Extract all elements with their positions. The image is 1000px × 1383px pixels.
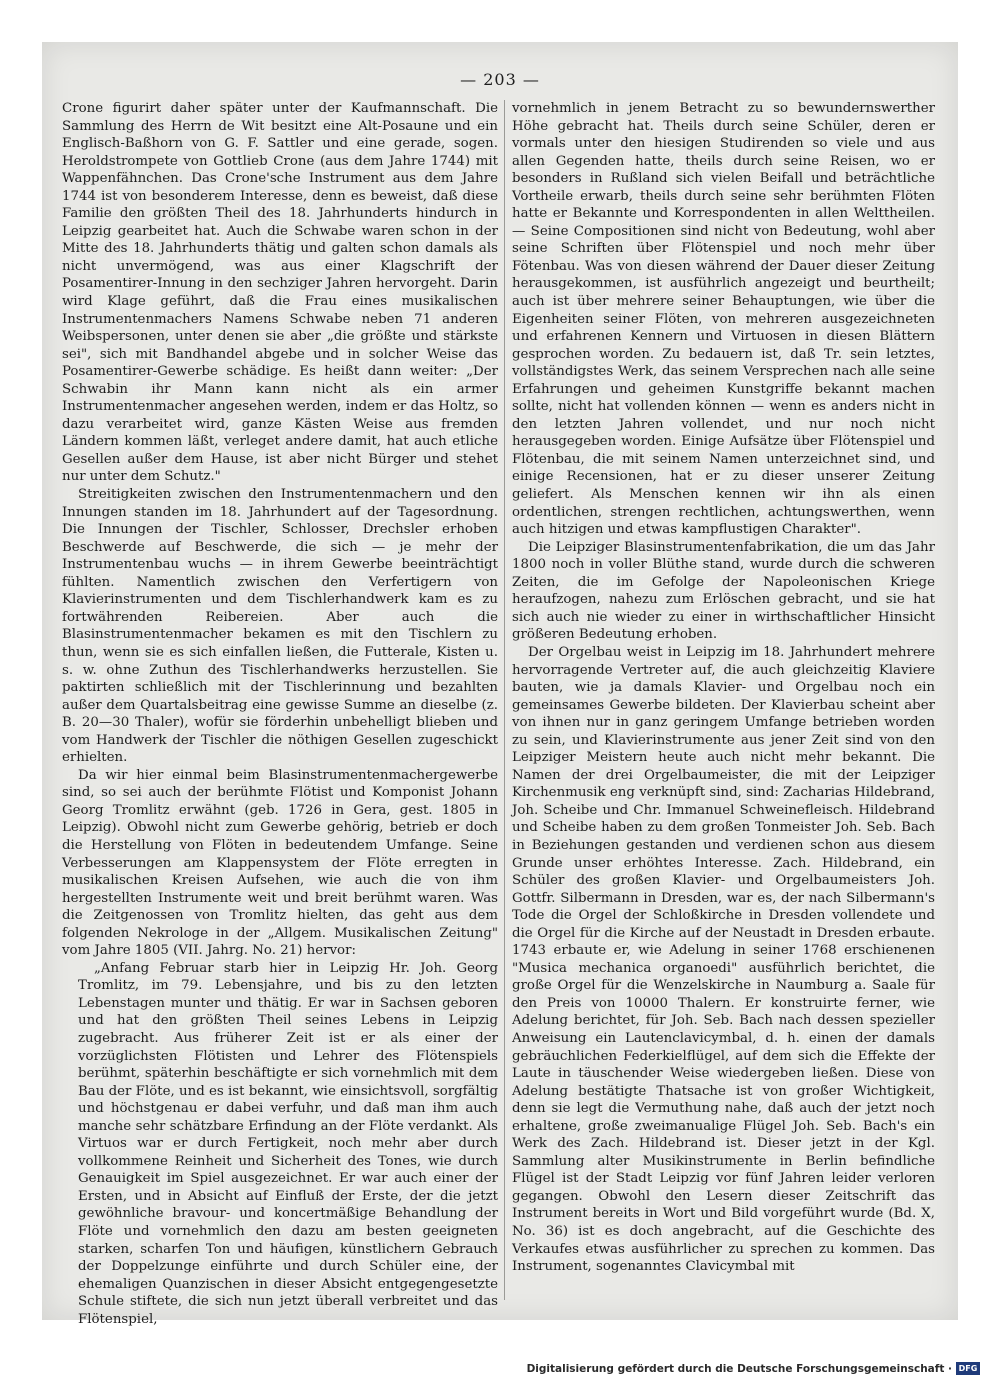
paragraph: Da wir hier einmal beim Blasinstrumentenmachergewerbe sind, so sei auch der berühmte Flötist und Komponist Johann Georg Tromlitz erwähnt (geb. 1726 in Gera, gest. 1805 in Leipzig). Obwohl nicht zum Gewerbe gehörig, betrieb er doch die Herstellung von Flöten in bedeutendem Umfange. Seine Verbesserungen am Klappensystem der Flöte erregten in musikalischen Kreisen Aufsehen, wie auch die von ihm hergestellten Instrumente weit und breit berühmt waren. Was die Zeitgenossen von Tromlitz hielten, das geht aus dem folgenden Nekrologe in der „Allgem. Musikalischen Zeitung" vom Jahre 1805 (VII. Jahrg. No. 21) hervor: [62, 767, 498, 959]
quote-paragraph: „Anfang Februar starb hier in Leipzig Hr. Joh. Georg Tromlitz, im 79. Lebensjahre, und bis zu den letzten Lebenstagen munter und thätig. Er war in Sachsen geboren und hat den größten Theil seines Lebens in Leipzig zugebracht. Aus früherer Zeit ist er als einer der vorzüglichsten Flötisten und Lehrer des Flötenspiels berühmt, späterhin beschäftigte er sich vornehmlich mit dem Bau der Flöte, und es ist bekannt, wie einsichtsvoll, sorgfältig und höchstgenau er dabei verfuhr, und daß man ihm auch manche sehr schätzbare Erfindung an der Flöte verdankt. Als Virtuos war er durch Fertigkeit, noch mehr aber durch vollkommene Reinheit und Sicherheit des Tones, wie durch Genauigkeit im Spiel ausgezeichnet. Er war auch einer der Ersten, und in Absicht auf Einfluß der Erste, der die jetzt gewöhnliche bravour- und koncertmäßige Behandlung der Flöte und vornehmlich den dazu am besten geeigneten starken, scharfen Ton und häufigen, künstlichern Gebrauch der Doppelzunge einführte und durch Schüler eine, der ehemaligen Quanzischen in dieser Absicht entgegengesetzte Schule stiftete, die sich nun jetzt überall verbreitet und das Flötenspiel, [78, 960, 498, 1327]
page-number: — 203 — [460, 70, 540, 89]
credit-text: Digitalisierung gefördert durch die Deutsche Forschungsgemeinschaft · [526, 1362, 952, 1375]
column-divider [504, 100, 505, 1300]
paragraph: Die Leipziger Blasinstrumentenfabrikation, die um das Jahr 1800 noch in voller Blüthe stand, wurde durch die schweren Zeiten, die im Gefolge der Napoleonischen Kriege heraufzogen, nahezu zum Erlöschen gebracht, und sie hat sich auch nie wieder zu einer in wirthschaftlicher Hinsicht größeren Bedeutung erhoben. [512, 539, 935, 643]
paragraph: Der Orgelbau weist in Leipzig im 18. Jahrhundert mehrere hervorragende Vertreter auf, die auch gleichzeitig Klaviere bauten, wie ja damals Klavier- und Orgelbau noch ein gemeinsames Gewerbe bildeten. Der Klavierbau scheint aber von ihnen nur in ganz geringem Umfange betrieben worden zu sein, und Klavierinstrumente aus jener Zeit sind von den Leipziger Meistern heute auch nicht mehr bekannt. Die Namen der drei Orgelbaumeister, die mit der Leipziger Kirchenmusik eng verknüpft sind, sind: Zacharias Hildebrand, Joh. Scheibe und Chr. Immanuel Schweinefleisch. Hildebrand und Scheibe haben zu dem großen Tonmeister Joh. Seb. Bach in Beziehungen gestanden und verdienen schon aus diesem Grunde unser erhöhtes Interesse. Zach. Hildebrand, ein Schüler des großen Klavier- und Orgelbaumeisters Joh. Gottfr. Silbermann in Dresden, war es, der nach Silbermann's Tode die Orgel der Schloßkirche in Dresden vollendete und die Orgel für die Kirche auf der Neustadt in Dresden erbaute. 1743 erbaute er, wie Adelung in seiner 1768 erschienenen "Musica mechanica organoedi" ausführlich berichtet, die große Orgel für die Wenzelskirche in Naumburg a. Saale für den Preis von 10000 Thalern. Er konstruirte ferner, wie Adelung berichtet, für Joh. Seb. Bach nach dessen spezieller Anweisung ein Lautenclavicymbal, d. h. einen der damals gebräuchlichen Federkielflügel, auf dem sich die Effekte der Laute in täuschender Weise wiedergeben ließen. Diese von Adelung bestätigte Thatsache ist von großer Wichtigkeit, denn sie legt die Vermuthung nahe, daß auch der jetzt noch erhaltene, große zweimanualige Flügel Joh. Seb. Bach's ein Werk des Zach. Hildebrand ist. Dieser jetzt in der Kgl. Sammlung alter Musikinstrumente in Berlin befindliche Flügel ist der Stadt Leipzig vor fünf Jahren leider verloren gegangen. Obwohl den Lesern dieser Zeitschrift das Instrument bereits in Wort und Bild vorgeführt wurde (Bd. X, No. 36) ist es doch angebracht, auf die Geschichte des Verkaufes etwas ausführlicher zu sprechen zu kommen. Das Instrument, sogenanntes Clavicymbal mit [512, 644, 935, 1275]
dfg-logo-icon: DFG [956, 1362, 980, 1375]
left-column [62, 100, 498, 1328]
scanned-page [42, 42, 958, 1327]
paragraph: Streitigkeiten zwischen den Instrumentenmachern und den Innungen standen im 18. Jahrhundert auf der Tagesordnung. Die Innungen der Tischler, Schlosser, Drechsler erhoben Beschwerde auf Beschwerde, die sich — je mehr der Instrumentenbau wuchs — in ihrem Gewerbe beeinträchtigt fühlten. Namentlich zwischen den Verfertigern von Klavierinstrumenten und dem Tischlerhandwerk kam es zu fortwährenden Reibereien. Aber auch die Blasinstrumentenmacher bekamen es mit den Tischlern zu thun, wenn sie es sich einfallen ließen, die Futterale, Kisten u. s. w. ohne Zuthun des Tischlerhandwerks herzustellen. Sie paktirten schließlich mit der Tischlerinnung und bezahlten außer dem Quartalsbeitrag eine gewisse Summe an dieselbe (z. B. 20—30 Thaler), wofür sie förderhin unbehelligt blieben und vom Handwerk der Tischler die nöthigen Gesellen zugeschickt erhielten. [62, 487, 498, 766]
right-column [512, 100, 935, 1276]
paragraph: Crone figurirt daher später unter der Kaufmannschaft. Die Sammlung des Herrn de Wit besitzt eine Alt-Posaune und ein Englisch-Baßhorn von G. F. Sattler und eine gerade, sogen. Heroldstrompete von Gottlieb Crone (aus dem Jahre 1744) mit Wappenfähnchen. Das Crone'sche Instrument aus dem Jahre 1744 ist von besonderem Interesse, denn es beweist, daß diese Familie den größten Theil des 18. Jahrhunderts hindurch in Leipzig gearbeitet hat. Auch die Schwabe waren schon in der Mitte des 18. Jahrhunderts thätig und galten schon damals als nicht unvermögend, was aus einer Klagschrift der Posamentirer-Innung in den sechziger Jahren hervorgeht. Darin wird Klage geführt, daß die Frau eines musikalischen Instrumentenmachers Namens Schwabe neben 71 anderen Weibspersonen, unter denen sie aber „die größte und stärkste sei", sich mit Bandhandel abgebe und in solcher Weise das Posamentirer-Gewerbe schädige. Es heißt dann weiter: „Der Schwabin ihr Mann kann nicht als ein armer Instrumentenmacher angesehen werden, indem er das Holtz, so dazu verarbeitet wird, ganze Kästen Weise aus fremden Ländern kommen läßt, verleget andere damit, hat auch etliche Gesellen außer dem Hause, ist aber nicht Bürger und stehet nur unter dem Schutz." [62, 101, 498, 485]
digitization-credit [527, 1362, 980, 1375]
paragraph: vornehmlich in jenem Betracht zu so bewundernswerther Höhe gebracht hat. Theils durch seine Schüler, deren er vormals unter den hiesigen Studirenden so viele und aus allen Gegenden hatte, theils durch seine Reisen, wo er besonders in Rußland sich vielen Beifall und beträchtliche Vortheile erwarb, theils durch seine sehr berühmten Flöten hatte er Bekannte und Korrespondenten in allen Welttheilen. — Seine Compositionen sind nicht von Bedeutung, wohl aber seine Schriften über Flötenspiel und noch mehr über Fötenbau. Was von diesen während der Dauer dieser Zeitung herausgekommen, ist ausführlich angezeigt und beurtheilt; auch ist über mehrere seiner Behauptungen, wie über die Eigenheiten seiner Flöten, von mehreren ausgezeichneten und erfahrenen Kennern und Virtuosen in diesen Blättern gesprochen worden. Zu bedauern ist, daß Tr. sein letztes, vollständigstes Werk, das seinem Versprechen nach alle seine Erfahrungen und geheimen Kunstgriffe bekannt machen sollte, nicht hat vollenden können — wenn es anders nicht in den letzten Jahren vollendet, und nur noch nicht herausgegeben worden. Einige Aufsätze über Flötenspiel und Flötenbau, die mit seinem Namen unterzeichnet sind, und einige Recensionen, hat er zu dieser unserer Zeitung geliefert. Als Menschen kennen wir ihn als einen ordentlichen, strengen rechtlichen, achtungswerthen, wenn auch hitzigen und etwas kampflustigen Charakter". [512, 101, 935, 538]
